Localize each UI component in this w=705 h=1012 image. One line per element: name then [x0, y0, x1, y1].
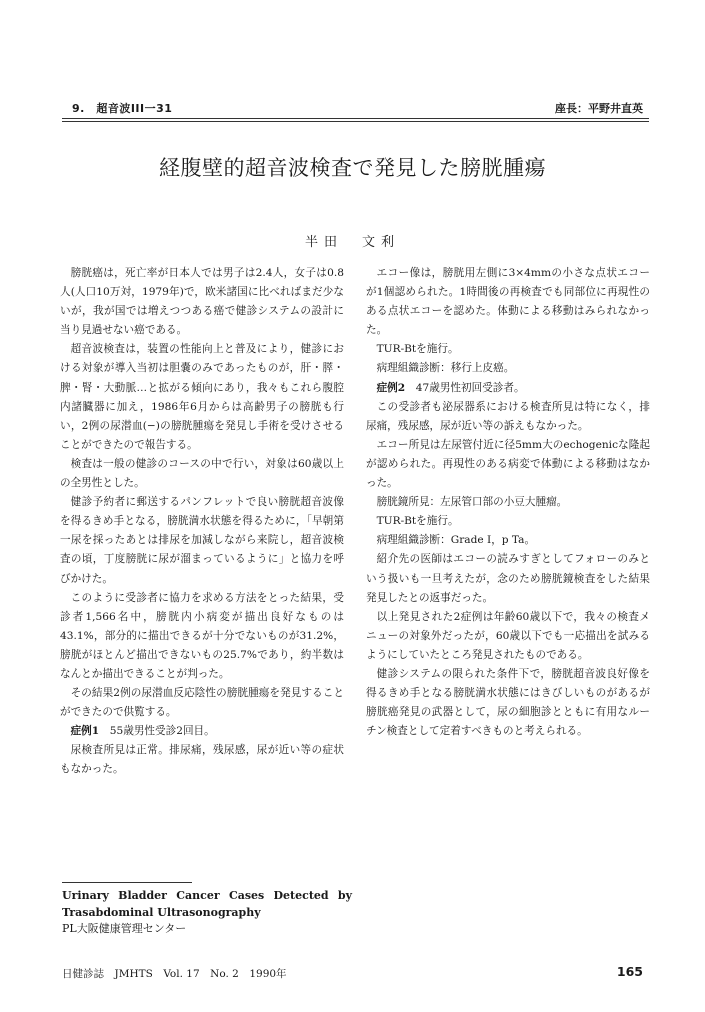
journal-citation: 日健診誌 JMHTS Vol. 17 No. 2 1990年 — [62, 968, 287, 980]
paragraph: このように受診者に協力を求める方法をとった結果，受診者1,566名中，膀胱内小病変が描出良好なものは43.1%，部分的に描出できるが十分でないものが31.2%，膀胱がほとんど描出できないもの25.7%であり，約半数はなんとか描出できることが判った。 — [60, 591, 344, 680]
footnote — [62, 888, 352, 938]
paragraph: 検査は一般の健診のコースの中で行い，対象は60歳以上の全男性とした。 — [60, 457, 344, 490]
paragraph: この受診者も泌尿器系における検査所見は特になく，排尿痛，残尿感，尿が近い等の訴えもなかった。 — [366, 400, 650, 432]
header-rule-top — [62, 118, 649, 119]
case-label: 症例2 — [376, 381, 406, 394]
case-heading — [366, 379, 650, 398]
case-text: 47歳男性初回受診者。 — [405, 381, 525, 394]
case-heading — [60, 722, 344, 741]
page-number: 165 — [616, 964, 643, 979]
paper-title: 経腹壁的超音波検査で発見した膀胱腫瘍 — [159, 156, 546, 180]
header-rule-bottom — [62, 121, 649, 122]
paragraph: エコー所見は左尿管付近に径5mm大のechogenicな隆起が認められた。再現性のある病変で体動による移動はなかった。 — [366, 438, 650, 490]
paragraph: TUR-Btを施行。 — [376, 515, 459, 528]
paragraph: エコー像は，膀胱用左側に3×4mmの小さな点状エコーが1個認められた。1時間後の再検査でも同部位に再現性のある点状エコーを認めた。体動による移動はみられなかった。 — [366, 267, 650, 337]
case-text: 55歳男性受診2回目。 — [99, 725, 215, 738]
right-column — [366, 264, 650, 741]
paragraph: 健診システムの限られた条件下で，膀胱超音波良好像を得るきめ手となる膀胱満水状態にはきびしいものがあるが膀胱癌発見の武器として，尿の細胞診とともに有用なルーチン検査として定着すべきものと考えられる。 — [366, 667, 650, 738]
paragraph: 超音波検査は，装置の性能向上と普及により，健診における対象が導入当初は胆嚢のみであったものが，肝・膵・脾・腎・大動脈…と拡がる傾向にあり，我々もこれら腹腔内諸臓器に加え，1986年6月からは高齢男子の膀胱も行い，2例の尿潜血(−)の膀胱腫瘍を発見し手術を受けさせることができたので報告する。 — [60, 343, 344, 451]
author-name: 半田 文利 — [304, 235, 400, 250]
paragraph: 紹介先の医師はエコーの読みすぎとしてフォローのみという扱いも一旦考えたが，念のため膀胱鏡検査をした結果発見したとの返事だった。 — [366, 553, 650, 604]
footnote-rule — [62, 882, 192, 883]
left-column — [60, 264, 344, 780]
session-header: 9. 超音波III一31 — [72, 102, 173, 115]
paragraph: 膀胱鏡所見：左尿管口部の小豆大腫瘤。 — [376, 496, 568, 509]
paragraph: 尿検査所見は正常。排尿痛，残尿感，尿が近い等の症状もなかった。 — [60, 744, 344, 776]
english-title: Urinary Bladder Cancer Cases Detected by Trasabdominal Ultrasonography — [62, 889, 352, 919]
affiliation: PL大阪健康管理センター — [62, 922, 187, 935]
paragraph: 健診予約者に郵送するパンフレットで良い膀胱超音波像を得るきめ手となる，膀胱満水状態を得るために，「早朝第一尿を採ったあとは排尿を加減しながら来院し，超音波検査の頃，丁度膀胱に尿が溜まっているように」と協力を呼びかけた。 — [60, 496, 344, 585]
paragraph: その結果2例の尿潜血反応陰性の膀胱腫瘍を発見することができたので供覧する。 — [60, 687, 344, 719]
paragraph: 膀胱癌は，死亡率が日本人では男子は2.4人，女子は0.8人(人口10万対，1979年)で，欧米諸国に比べればまだ少ないが，我が国では増えつつある癌で健診システムの設計に当り見過せない癌である。 — [60, 267, 344, 337]
paragraph: 病理組織診断：移行上皮癌。 — [376, 362, 515, 375]
paragraph: 病理組織診断：Grade Ⅰ，p Ta。 — [376, 534, 536, 547]
chair-header: 座長：平野井直英 — [555, 102, 643, 115]
paragraph: TUR-Btを施行。 — [376, 343, 459, 356]
paragraph: 以上発見された2症例は年齢60歳以下で，我々の検査メニューの対象外だったが，60歳以下でも一応描出を試みるようにしていたところ発見されたものである。 — [366, 610, 650, 661]
case-label: 症例1 — [70, 725, 100, 738]
